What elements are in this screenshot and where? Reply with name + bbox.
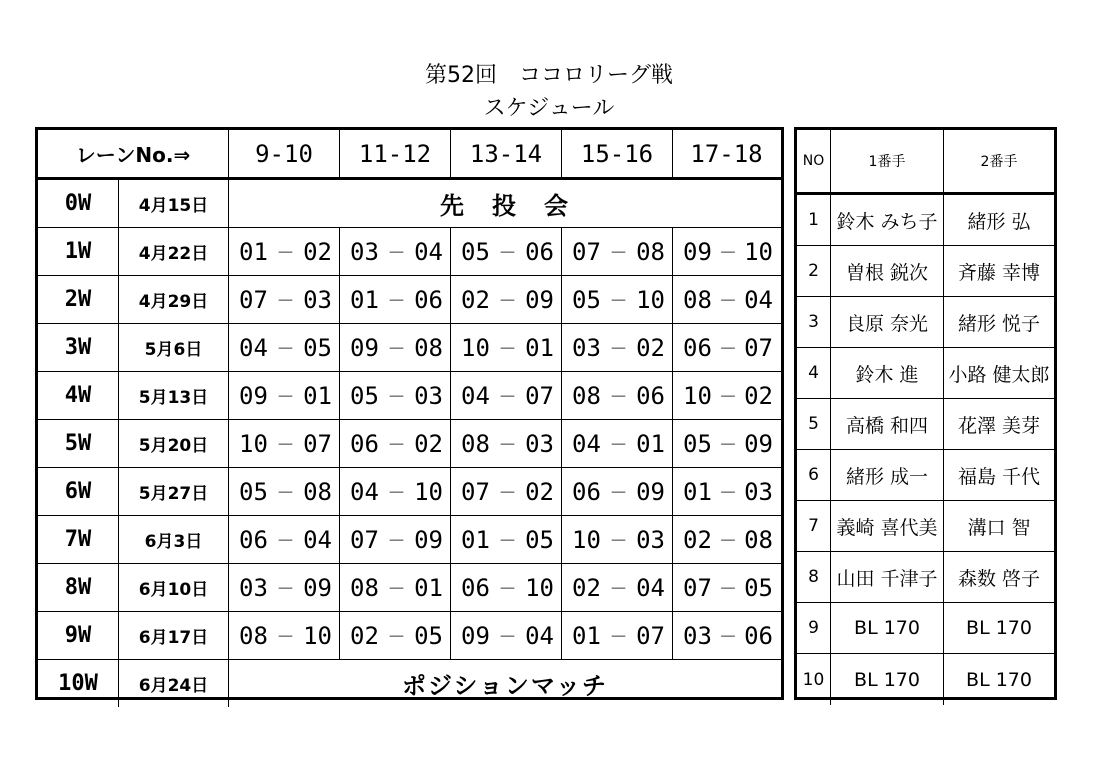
team-b: 06: [414, 285, 443, 314]
matchup-cell: [229, 372, 340, 419]
team-a: 07: [461, 477, 490, 506]
team-b: 10: [525, 573, 554, 602]
player-row: [797, 552, 1054, 603]
team-a: 05: [461, 237, 490, 266]
matchup-cell: [673, 420, 780, 467]
matchup-cell: [673, 372, 780, 419]
team-number: 4: [797, 348, 831, 398]
team-b: 07: [744, 333, 773, 362]
matchup-cell: [673, 516, 780, 563]
matchup-cell: [451, 228, 562, 275]
team-number: 2: [797, 246, 831, 296]
matchup-dash: －: [498, 482, 517, 504]
matchup-dash: －: [387, 482, 406, 504]
team-b: 04: [636, 573, 665, 602]
date-cell: 6月3日: [119, 516, 229, 563]
week-cell: 6W: [38, 468, 119, 515]
matchup-cell: [340, 372, 451, 419]
second-player: 斉藤 幸博: [957, 261, 1041, 284]
matchup-dash: －: [387, 434, 406, 456]
matchup-dash: －: [498, 578, 517, 600]
team-b: 03: [414, 381, 443, 410]
team-a: 09: [350, 333, 379, 362]
team-b: 03: [636, 525, 665, 554]
matchup-cell: [451, 420, 562, 467]
team-a: 07: [683, 573, 712, 602]
team-b: 08: [636, 237, 665, 266]
matchup-dash: －: [387, 290, 406, 312]
date-cell: 6月17日: [119, 612, 229, 659]
matchup-cell: [229, 420, 340, 467]
week-cell: 8W: [38, 564, 119, 611]
team-a: 08: [572, 381, 601, 410]
matchup-dash: －: [609, 290, 628, 312]
team-b: 09: [636, 477, 665, 506]
week-cell: 9W: [38, 612, 119, 659]
matchup-cell: [562, 228, 673, 275]
team-b: 08: [414, 333, 443, 362]
team-a: 01: [683, 477, 712, 506]
schedule-row: [38, 516, 781, 564]
first-player: 高橋 和四: [831, 399, 944, 449]
player-row: [797, 297, 1054, 348]
team-a: 09: [239, 381, 268, 410]
team-b: 02: [525, 477, 554, 506]
date-cell: 6月10日: [119, 564, 229, 611]
player-row: [797, 348, 1054, 399]
team-a: 01: [461, 525, 490, 554]
date-cell: 5月20日: [119, 420, 229, 467]
matchup-dash: －: [276, 626, 295, 648]
matchup-cell: [340, 468, 451, 515]
team-b: 08: [744, 525, 773, 554]
matchup-cell: [673, 228, 780, 275]
matchup-cell: [340, 564, 451, 611]
matchup-dash: －: [719, 626, 737, 648]
matchup-cell: [340, 276, 451, 323]
team-b: 07: [636, 621, 665, 650]
team-a: 04: [350, 477, 379, 506]
team-b: 02: [303, 237, 332, 266]
matchup-dash: －: [498, 434, 517, 456]
first-player: 緒形 成一: [831, 450, 944, 500]
team-a: 06: [350, 429, 379, 458]
team-number: 8: [797, 552, 831, 602]
team-b: 04: [414, 237, 443, 266]
matchup-cell: [340, 420, 451, 467]
matchup-dash: －: [387, 338, 406, 360]
player-row: [797, 246, 1054, 297]
player-row: [797, 450, 1054, 501]
team-a: 10: [683, 381, 712, 410]
matchup-dash: －: [498, 386, 517, 408]
team-b: 05: [303, 333, 332, 362]
player-row: [797, 654, 1054, 705]
date-cell: 4月29日: [119, 276, 229, 323]
team-b: 05: [744, 573, 773, 602]
matchup-cell: [229, 612, 340, 659]
team-a: 07: [239, 285, 268, 314]
header-second: 2番手: [980, 154, 1018, 170]
page-subtitle: スケジュール: [483, 96, 615, 121]
matchup-dash: －: [719, 530, 737, 552]
team-a: 05: [572, 285, 601, 314]
team-a: 07: [350, 525, 379, 554]
lane-header: 9-10: [229, 130, 340, 177]
team-a: 02: [683, 525, 712, 554]
matchup-dash: －: [498, 338, 517, 360]
team-b: 10: [636, 285, 665, 314]
team-number: 6: [797, 450, 831, 500]
second-player: 緒形 悦子: [957, 312, 1041, 335]
team-number: 1: [797, 195, 831, 245]
second-player: 緒形 弘: [967, 210, 1031, 233]
team-b: 09: [744, 429, 773, 458]
week-cell: 0W: [38, 180, 119, 227]
week-cell: 4W: [38, 372, 119, 419]
matchup-cell: [340, 612, 451, 659]
matchup-cell: [562, 564, 673, 611]
player-row: [797, 195, 1054, 246]
player-header-row: [797, 130, 1054, 195]
matchup-dash: －: [276, 386, 295, 408]
schedule-row: [38, 564, 781, 612]
team-a: 04: [239, 333, 268, 362]
team-a: 08: [350, 573, 379, 602]
schedule-row: [38, 612, 781, 660]
team-b: 07: [303, 429, 332, 458]
matchup-dash: －: [719, 578, 737, 600]
matchup-dash: －: [387, 626, 406, 648]
team-b: 04: [303, 525, 332, 554]
schedule-row: [38, 276, 781, 324]
matchup-dash: －: [387, 386, 406, 408]
lane-header: 17-18: [690, 139, 763, 168]
team-b: 09: [303, 573, 332, 602]
player-row: [797, 603, 1054, 654]
matchup-cell: [340, 516, 451, 563]
team-a: 05: [683, 429, 712, 458]
page-title: 第52回 ココロリーグ戦: [425, 63, 673, 88]
team-a: 06: [461, 573, 490, 602]
team-a: 04: [572, 429, 601, 458]
team-a: 01: [572, 621, 601, 650]
team-b: 02: [636, 333, 665, 362]
team-b: 09: [525, 285, 554, 314]
team-b: 10: [744, 237, 773, 266]
matchup-dash: －: [719, 482, 737, 504]
matchup-dash: －: [387, 242, 406, 264]
team-a: 03: [350, 237, 379, 266]
matchup-dash: －: [719, 386, 737, 408]
team-number: 9: [797, 603, 831, 653]
matchup-dash: －: [609, 482, 628, 504]
team-a: 03: [683, 621, 712, 650]
first-player: 鈴木 進: [831, 348, 944, 398]
team-a: 02: [572, 573, 601, 602]
team-a: 08: [683, 285, 712, 314]
team-a: 09: [683, 237, 712, 266]
matchup-dash: －: [719, 290, 737, 312]
lane-header: 11-12: [340, 130, 451, 177]
schedule-row: [38, 660, 781, 707]
matchup-cell: [451, 516, 562, 563]
player-table: [794, 127, 1057, 700]
matchup-dash: －: [498, 530, 517, 552]
week-cell: 3W: [38, 324, 119, 371]
schedule-table: [35, 127, 784, 700]
first-player: 良原 奈光: [831, 297, 944, 347]
event-cell: 先 投 会: [440, 192, 570, 220]
matchup-dash: －: [719, 242, 737, 264]
matchup-cell: [229, 516, 340, 563]
matchup-cell: [340, 228, 451, 275]
matchup-dash: －: [609, 338, 628, 360]
matchup-cell: [451, 276, 562, 323]
date-cell: 5月13日: [119, 372, 229, 419]
first-player: BL 170: [831, 603, 944, 653]
matchup-dash: －: [719, 434, 737, 456]
date-cell: 4月15日: [119, 180, 229, 227]
team-a: 06: [572, 477, 601, 506]
matchup-cell: [673, 564, 780, 611]
team-a: 06: [239, 525, 268, 554]
team-b: 06: [525, 237, 554, 266]
matchup-cell: [229, 564, 340, 611]
team-b: 10: [414, 477, 443, 506]
matchup-dash: －: [719, 338, 737, 360]
team-a: 01: [350, 285, 379, 314]
matchup-dash: －: [609, 578, 628, 600]
second-player: BL 170: [966, 617, 1032, 639]
team-b: 09: [414, 525, 443, 554]
first-player: 山田 千津子: [831, 552, 944, 602]
team-b: 06: [636, 381, 665, 410]
first-player: BL 170: [831, 654, 944, 705]
matchup-dash: －: [387, 530, 406, 552]
second-player: 福島 千代: [957, 465, 1041, 488]
matchup-cell: [562, 516, 673, 563]
matchup-cell: [562, 324, 673, 371]
team-b: 02: [414, 429, 443, 458]
schedule-body: [38, 180, 781, 707]
matchup-cell: [451, 372, 562, 419]
matchup-dash: －: [276, 482, 295, 504]
header-first: 1番手: [831, 130, 944, 192]
team-b: 03: [744, 477, 773, 506]
matchup-cell: [451, 468, 562, 515]
date-cell: 5月27日: [119, 468, 229, 515]
date-cell: 6月24日: [119, 660, 229, 707]
lane-header: 13-14: [451, 130, 562, 177]
matchup-cell: [673, 468, 780, 515]
team-b: 01: [525, 333, 554, 362]
matchup-dash: －: [387, 578, 406, 600]
schedule-row: [38, 324, 781, 372]
team-a: 09: [461, 621, 490, 650]
matchup-cell: [451, 564, 562, 611]
date-cell: 4月22日: [119, 228, 229, 275]
matchup-dash: －: [276, 578, 295, 600]
team-number: 7: [797, 501, 831, 551]
week-cell: 2W: [38, 276, 119, 323]
first-player: 義崎 喜代美: [831, 501, 944, 551]
team-b: 04: [525, 621, 554, 650]
team-b: 05: [525, 525, 554, 554]
second-player: 溝口 智: [967, 516, 1031, 539]
header-no: NO: [797, 130, 831, 192]
matchup-dash: －: [276, 290, 295, 312]
matchup-cell: [340, 324, 451, 371]
team-number: 10: [797, 654, 831, 705]
second-player: 花澤 美芽: [957, 414, 1041, 437]
matchup-cell: [451, 324, 562, 371]
matchup-dash: －: [276, 338, 295, 360]
date-cell: 5月6日: [119, 324, 229, 371]
matchup-cell: [562, 420, 673, 467]
team-a: 07: [572, 237, 601, 266]
schedule-header-row: [38, 130, 781, 180]
matchup-dash: －: [609, 242, 628, 264]
team-a: 10: [572, 525, 601, 554]
matchup-cell: [673, 276, 780, 323]
matchup-dash: －: [498, 242, 517, 264]
matchup-dash: －: [609, 530, 628, 552]
team-b: 01: [303, 381, 332, 410]
lane-header-label: レーンNo.⇒: [38, 130, 229, 177]
team-a: 02: [350, 621, 379, 650]
matchup-cell: [451, 612, 562, 659]
team-b: 02: [744, 381, 773, 410]
team-a: 06: [683, 333, 712, 362]
first-player: 鈴木 みち子: [831, 195, 944, 245]
team-b: 06: [744, 621, 773, 650]
first-player: 曽根 鋭次: [831, 246, 944, 296]
matchup-cell: [562, 276, 673, 323]
team-a: 02: [461, 285, 490, 314]
matchup-dash: －: [609, 626, 628, 648]
team-b: 01: [414, 573, 443, 602]
event-cell: ポジションマッチ: [402, 672, 608, 700]
matchup-cell: [562, 468, 673, 515]
team-a: 08: [239, 621, 268, 650]
team-a: 10: [239, 429, 268, 458]
team-b: 08: [303, 477, 332, 506]
lane-header: 15-16: [562, 130, 673, 177]
player-row: [797, 501, 1054, 552]
matchup-cell: [229, 228, 340, 275]
team-a: 05: [350, 381, 379, 410]
team-b: 03: [303, 285, 332, 314]
second-player: 小路 健太郎: [948, 363, 1050, 386]
matchup-cell: [562, 372, 673, 419]
matchup-cell: [673, 612, 780, 659]
team-b: 05: [414, 621, 443, 650]
matchup-cell: [229, 324, 340, 371]
schedule-row: [38, 420, 781, 468]
matchup-cell: [229, 468, 340, 515]
team-b: 03: [525, 429, 554, 458]
team-a: 01: [239, 237, 268, 266]
matchup-dash: －: [276, 434, 295, 456]
schedule-row: [38, 180, 781, 228]
team-a: 10: [461, 333, 490, 362]
schedule-row: [38, 468, 781, 516]
week-cell: 1W: [38, 228, 119, 275]
team-number: 3: [797, 297, 831, 347]
matchup-cell: [229, 276, 340, 323]
team-a: 05: [239, 477, 268, 506]
team-number: 5: [797, 399, 831, 449]
week-cell: 10W: [38, 660, 119, 707]
team-b: 01: [636, 429, 665, 458]
week-cell: 5W: [38, 420, 119, 467]
matchup-cell: [673, 324, 780, 371]
matchup-dash: －: [498, 290, 517, 312]
team-b: 10: [303, 621, 332, 650]
player-row: [797, 399, 1054, 450]
schedule-row: [38, 372, 781, 420]
team-b: 04: [744, 285, 773, 314]
team-b: 07: [525, 381, 554, 410]
schedule-row: [38, 228, 781, 276]
matchup-dash: －: [276, 242, 295, 264]
week-cell: 7W: [38, 516, 119, 563]
matchup-cell: [562, 612, 673, 659]
matchup-dash: －: [609, 434, 628, 456]
player-body: [797, 195, 1054, 705]
matchup-dash: －: [609, 386, 628, 408]
second-player: BL 170: [966, 668, 1032, 691]
team-a: 03: [572, 333, 601, 362]
matchup-dash: －: [498, 626, 517, 648]
team-a: 08: [461, 429, 490, 458]
team-a: 04: [461, 381, 490, 410]
second-player: 森数 啓子: [957, 567, 1041, 590]
matchup-dash: －: [276, 530, 295, 552]
team-a: 03: [239, 573, 268, 602]
